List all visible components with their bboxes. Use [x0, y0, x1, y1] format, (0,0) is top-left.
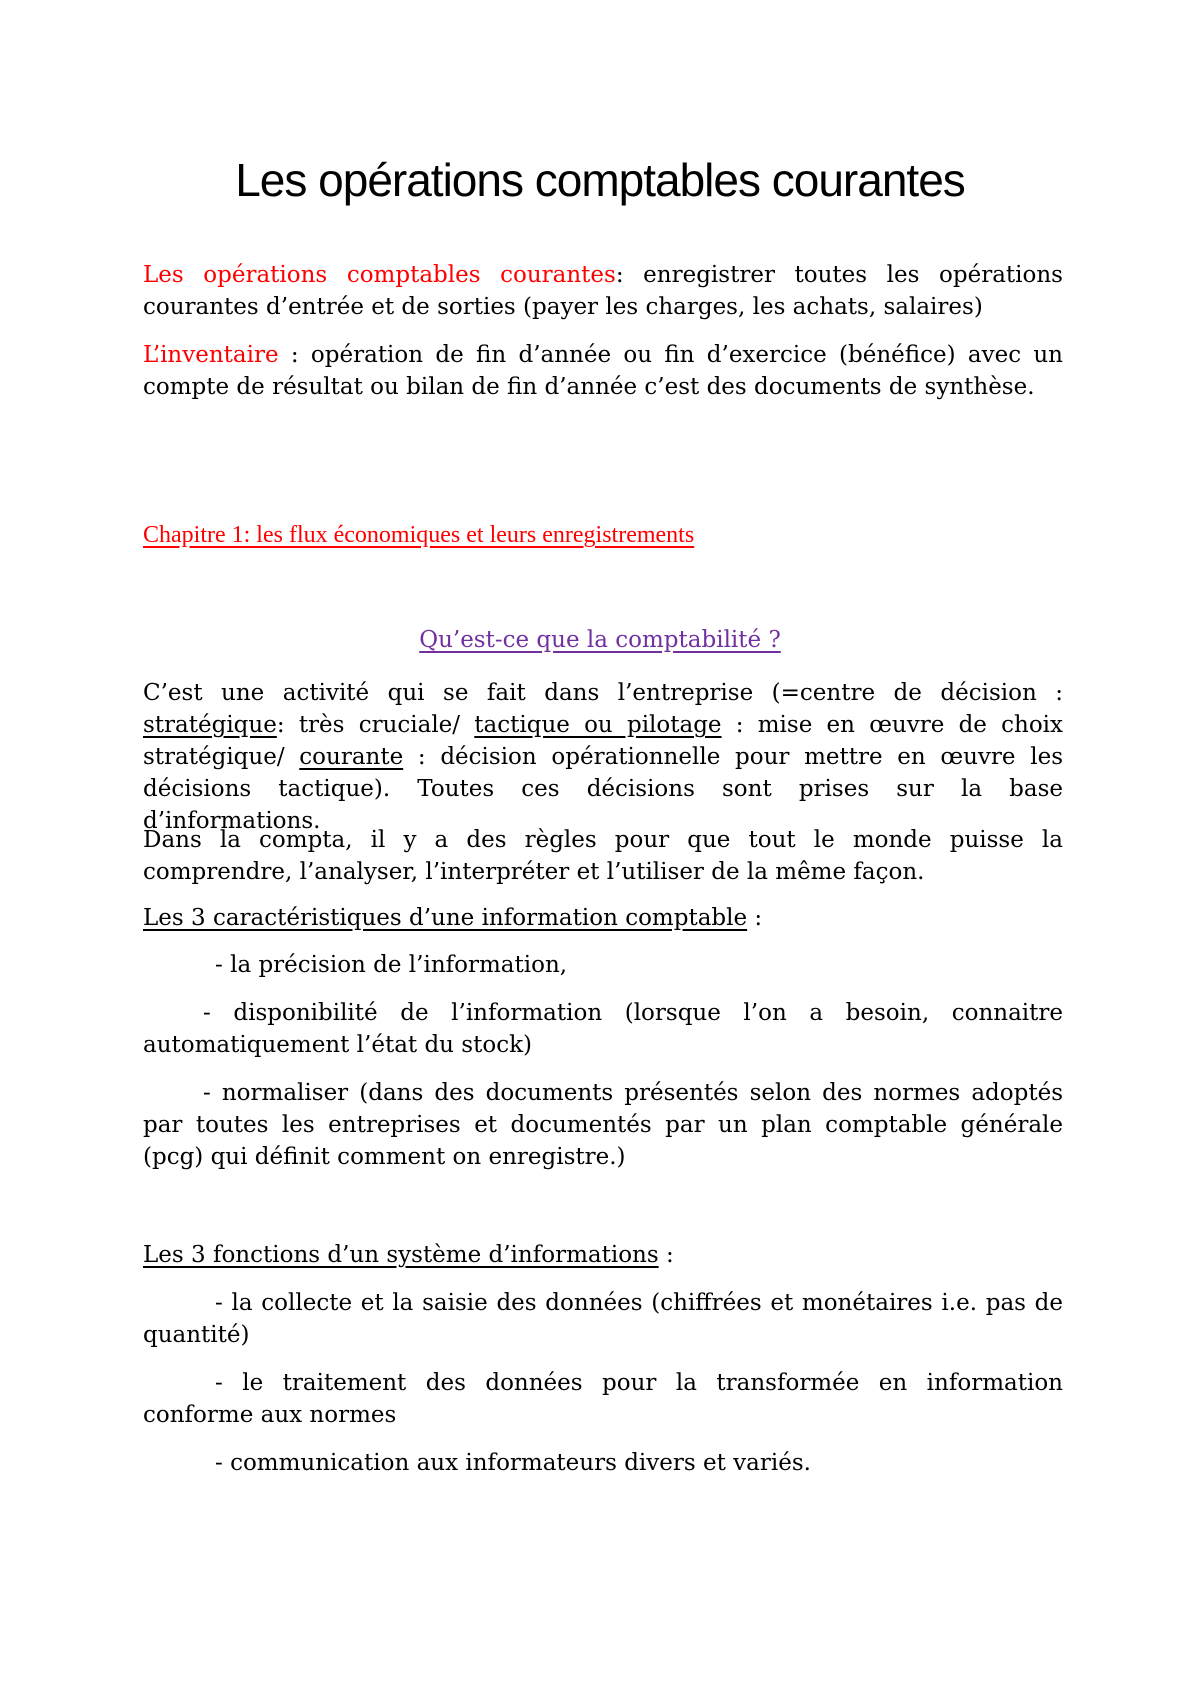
fonctions-heading-text: Les 3 fonctions d’un système d’informations [143, 1242, 659, 1268]
intro-definition-2: : opération de fin d’année ou fin d’exercice (bénéfice) avec un compte de résultat ou bilan de fin d’année c’est des documents de synthèse. [143, 342, 1063, 400]
definition-text-3: : mise en œuvre de choix stratégique/ [143, 712, 1063, 770]
term-operations-courantes: Les opérations comptables courantes [143, 262, 616, 288]
term-inventaire: L’inventaire [143, 342, 279, 368]
definition-text-1: C’est une activité qui se fait dans l’entreprise (=centre de décision : [143, 680, 1063, 706]
underlined-courante: courante [299, 744, 404, 770]
page-title: Les opérations comptables courantes [235, 154, 965, 206]
fonctions-heading-colon: : [658, 1242, 674, 1268]
fonction-item: - communication aux informateurs divers et variés. [215, 1450, 811, 1476]
caracteristique-item: - la précision de l’information, [215, 952, 568, 978]
definition-paragraph [143, 677, 1063, 837]
chapter-heading: Chapitre 1: les flux économiques et leurs enregistrements [143, 522, 695, 548]
definition-text-4: : décision opérationnelle pour mettre en œuvre les décisions tactique). Toutes ces décisions sont prises sur la base d’informations. [143, 744, 1063, 834]
caracteristiques-heading [143, 902, 1063, 934]
intro-definition-1: : enregistrer toutes les opérations courantes d’entrée et de sorties (payer les charges, les achats, salaires) [143, 262, 1063, 320]
underlined-strategique: stratégique [143, 712, 277, 738]
section-question: Qu’est-ce que la comptabilité ? [419, 627, 781, 653]
caracteristique-item: - normaliser (dans des documents présentés selon des normes adoptés par toutes les entreprises et documentés par un plan comptable générale (pcg) qui définit comment on enregistre.) [143, 1080, 1063, 1170]
caracteristiques-heading-colon: : [747, 905, 763, 931]
definition-text-2: : très cruciale/ [276, 712, 475, 738]
rules-paragraph: Dans la compta, il y a des règles pour que tout le monde puisse la comprendre, l’analyser, l’interpréter et l’utiliser de la même façon. [143, 827, 1063, 885]
intro-paragraph-1 [143, 259, 1063, 323]
caracteristiques-heading-text: Les 3 caractéristiques d’une information comptable [143, 905, 748, 931]
underlined-tactique: tactique ou pilotage [474, 712, 722, 738]
caracteristique-item: - disponibilité de l’information (lorsque l’on a besoin, connaitre automatiquement l’état du stock) [143, 1000, 1063, 1058]
fonction-item: - la collecte et la saisie des données (chiffrées et monétaires i.e. pas de quantité) [143, 1290, 1063, 1348]
intro-paragraph-2 [143, 339, 1063, 403]
fonction-item: - le traitement des données pour la transformée en information conforme aux normes [143, 1370, 1063, 1428]
fonctions-heading [143, 1239, 1063, 1271]
